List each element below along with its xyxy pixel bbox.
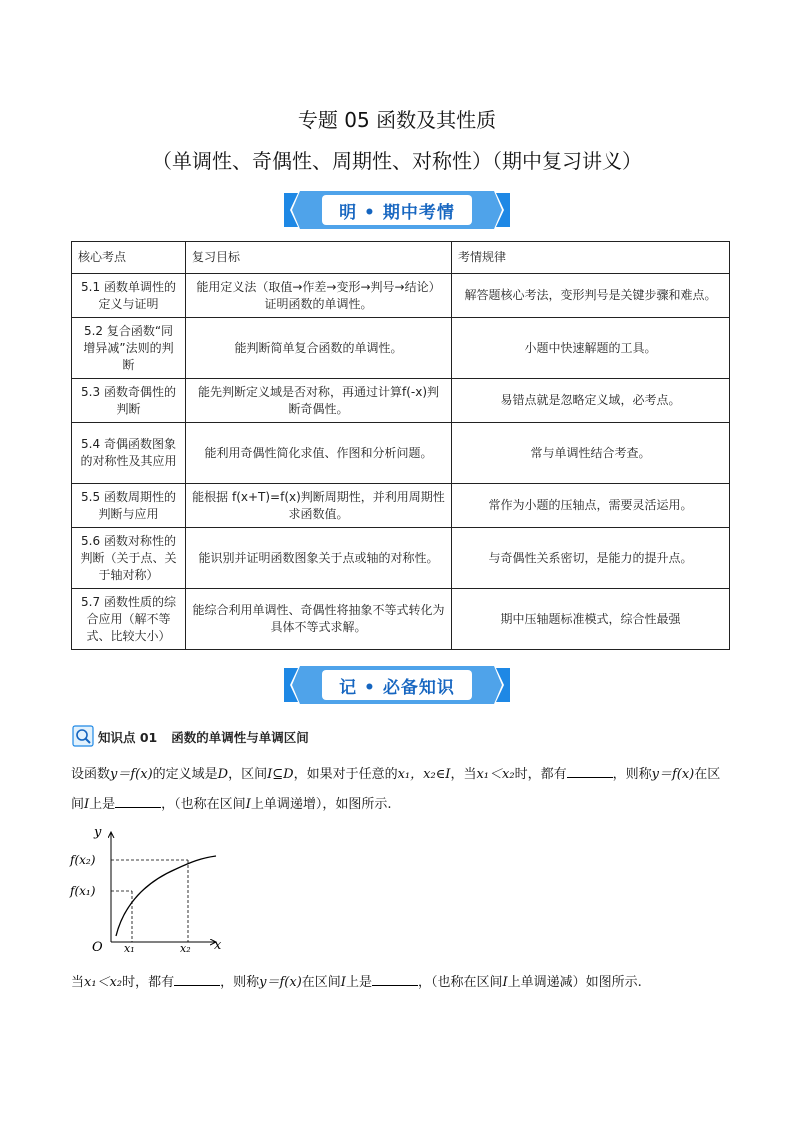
table-cell: 与奇偶性关系密切，是能力的提升点。 <box>452 528 730 589</box>
table-cell: 常作为小题的压轴点，需要灵活运用。 <box>452 484 730 528</box>
table-cell: 5.2 复合函数“同增异减”法则的判断 <box>72 318 186 379</box>
math-expression: y＝f(x) <box>651 767 695 782</box>
table-row <box>72 423 730 484</box>
fill-in-blank[interactable] <box>115 793 161 808</box>
table-cell: 解答题核心考法，变形判号是关键步骤和难点。 <box>452 274 730 318</box>
definition-decreasing-paragraph <box>71 968 731 998</box>
math-expression: I <box>245 797 251 812</box>
table-cell: 易错点就是忽略定义域，必考点。 <box>452 379 730 423</box>
definition-increasing-paragraph <box>71 760 731 820</box>
table-cell: 小题中快速解题的工具。 <box>452 318 730 379</box>
text-fragment: 时，都有 <box>514 767 567 782</box>
math-expression: y＝f(x) <box>259 975 302 990</box>
text-fragment: ，则称 <box>612 767 652 782</box>
page-subtitle: （单调性、奇偶性、周期性、对称性）（期中复习讲义） <box>152 149 642 173</box>
origin-label: O <box>92 940 103 954</box>
knowledge-point-title: 函数的单调性与单调区间 <box>171 730 309 745</box>
function-curve <box>116 856 216 936</box>
table-row <box>72 484 730 528</box>
table-cell: 5.3 函数奇偶性的判断 <box>72 379 186 423</box>
text-fragment: ，（也称在区间 <box>417 975 503 990</box>
text-fragment: 当 <box>71 975 85 990</box>
text-fragment: ，当 <box>450 767 477 782</box>
text-fragment: 的定义域是 <box>152 767 218 782</box>
text-fragment: 上单调递减）如图所示. <box>507 975 642 990</box>
table-cell: 能先判断定义域是否对称，再通过计算f(-x)判断奇偶性。 <box>186 379 452 423</box>
x2-label: x₂ <box>180 942 191 954</box>
increasing-function-graph <box>66 824 236 954</box>
text-fragment: 上是 <box>345 975 372 990</box>
math-expression: I⊆D <box>267 767 294 782</box>
math-expression: y＝f(x) <box>110 767 153 782</box>
text-fragment: 时，都有 <box>122 975 175 990</box>
fx1-label: f(x₁) <box>70 884 96 898</box>
math-expression: D <box>217 767 229 782</box>
table-cell: 能根据 f(x+T)=f(x)判断周期性，并利用周期性求函数值。 <box>186 484 452 528</box>
table-row <box>72 589 730 650</box>
knowledge-point-heading <box>98 728 323 746</box>
banner-label: 明 • 期中考情 <box>339 202 455 223</box>
table-cell: 5.4 奇偶函数图象的对称性及其应用 <box>72 423 186 484</box>
table-cell: 能识别并证明函数图象关于点或轴的对称性。 <box>186 528 452 589</box>
table-row <box>72 274 730 318</box>
table-cell: 能综合利用单调性、奇偶性将抽象不等式转化为具体不等式求解。 <box>186 589 452 650</box>
magnifier-book-icon <box>72 725 94 747</box>
table-cell: 5.7 函数性质的综合应用（解不等式、比较大小） <box>72 589 186 650</box>
knowledge-point-label: 知识点 01 <box>98 730 158 745</box>
text-fragment: 在区间 <box>71 767 721 812</box>
math-expression: x₁＜x₂ <box>84 975 123 990</box>
text-fragment: 设函数 <box>71 767 111 782</box>
x1-label: x₁ <box>124 942 135 954</box>
fx2-label: f(x₂) <box>70 853 96 867</box>
math-expression: I <box>84 797 90 812</box>
table-cell: 能用定义法（取值→作差→变形→判号→结论）证明函数的单调性。 <box>186 274 452 318</box>
table-cell: 能判断简单复合函数的单调性。 <box>186 318 452 379</box>
math-expression: I <box>502 975 508 990</box>
section-banner-exam-info <box>284 189 510 231</box>
text-fragment: ，如果对于任意的 <box>293 767 398 782</box>
text-fragment: 在区间 <box>301 975 341 990</box>
fill-in-blank[interactable] <box>372 971 418 986</box>
text-fragment: ，（也称在区间 <box>161 797 246 812</box>
fill-in-blank[interactable] <box>174 971 220 986</box>
table-header-row <box>72 242 730 274</box>
text-fragment: ，区间 <box>228 767 268 782</box>
table-cell: 期中压轴题标准模式，综合性最强 <box>452 589 730 650</box>
table-header-cell: 考情规律 <box>452 242 730 274</box>
table-cell: 常与单调性结合考查。 <box>452 423 730 484</box>
fill-in-blank[interactable] <box>567 763 613 778</box>
table-cell: 5.5 函数周期性的判断与应用 <box>72 484 186 528</box>
x-axis-label: x <box>214 938 222 953</box>
table-header-cell: 核心考点 <box>72 242 186 274</box>
table-row <box>72 318 730 379</box>
table-row <box>72 379 730 423</box>
text-fragment: ，则称 <box>220 975 260 990</box>
text-fragment: 上单调递增），如图所示. <box>250 797 392 812</box>
math-expression: I <box>340 975 346 990</box>
page-title: 专题 05 函数及其性质 <box>297 108 497 132</box>
banner-label: 记 • 必备知识 <box>339 677 455 698</box>
section-banner-knowledge <box>284 664 510 706</box>
review-plan-table <box>71 241 730 650</box>
y-axis-label: y <box>94 825 102 840</box>
table-row <box>72 528 730 589</box>
math-expression: x₁，x₂∈I <box>397 767 451 782</box>
text-fragment: 上是 <box>89 797 116 812</box>
table-cell: 能利用奇偶性简化求值、作图和分析问题。 <box>186 423 452 484</box>
math-expression: x₁＜x₂ <box>476 767 515 782</box>
table-cell: 5.6 函数对称性的判断（关于点、关于轴对称） <box>72 528 186 589</box>
table-header-cell: 复习目标 <box>186 242 452 274</box>
table-cell: 5.1 函数单调性的定义与证明 <box>72 274 186 318</box>
